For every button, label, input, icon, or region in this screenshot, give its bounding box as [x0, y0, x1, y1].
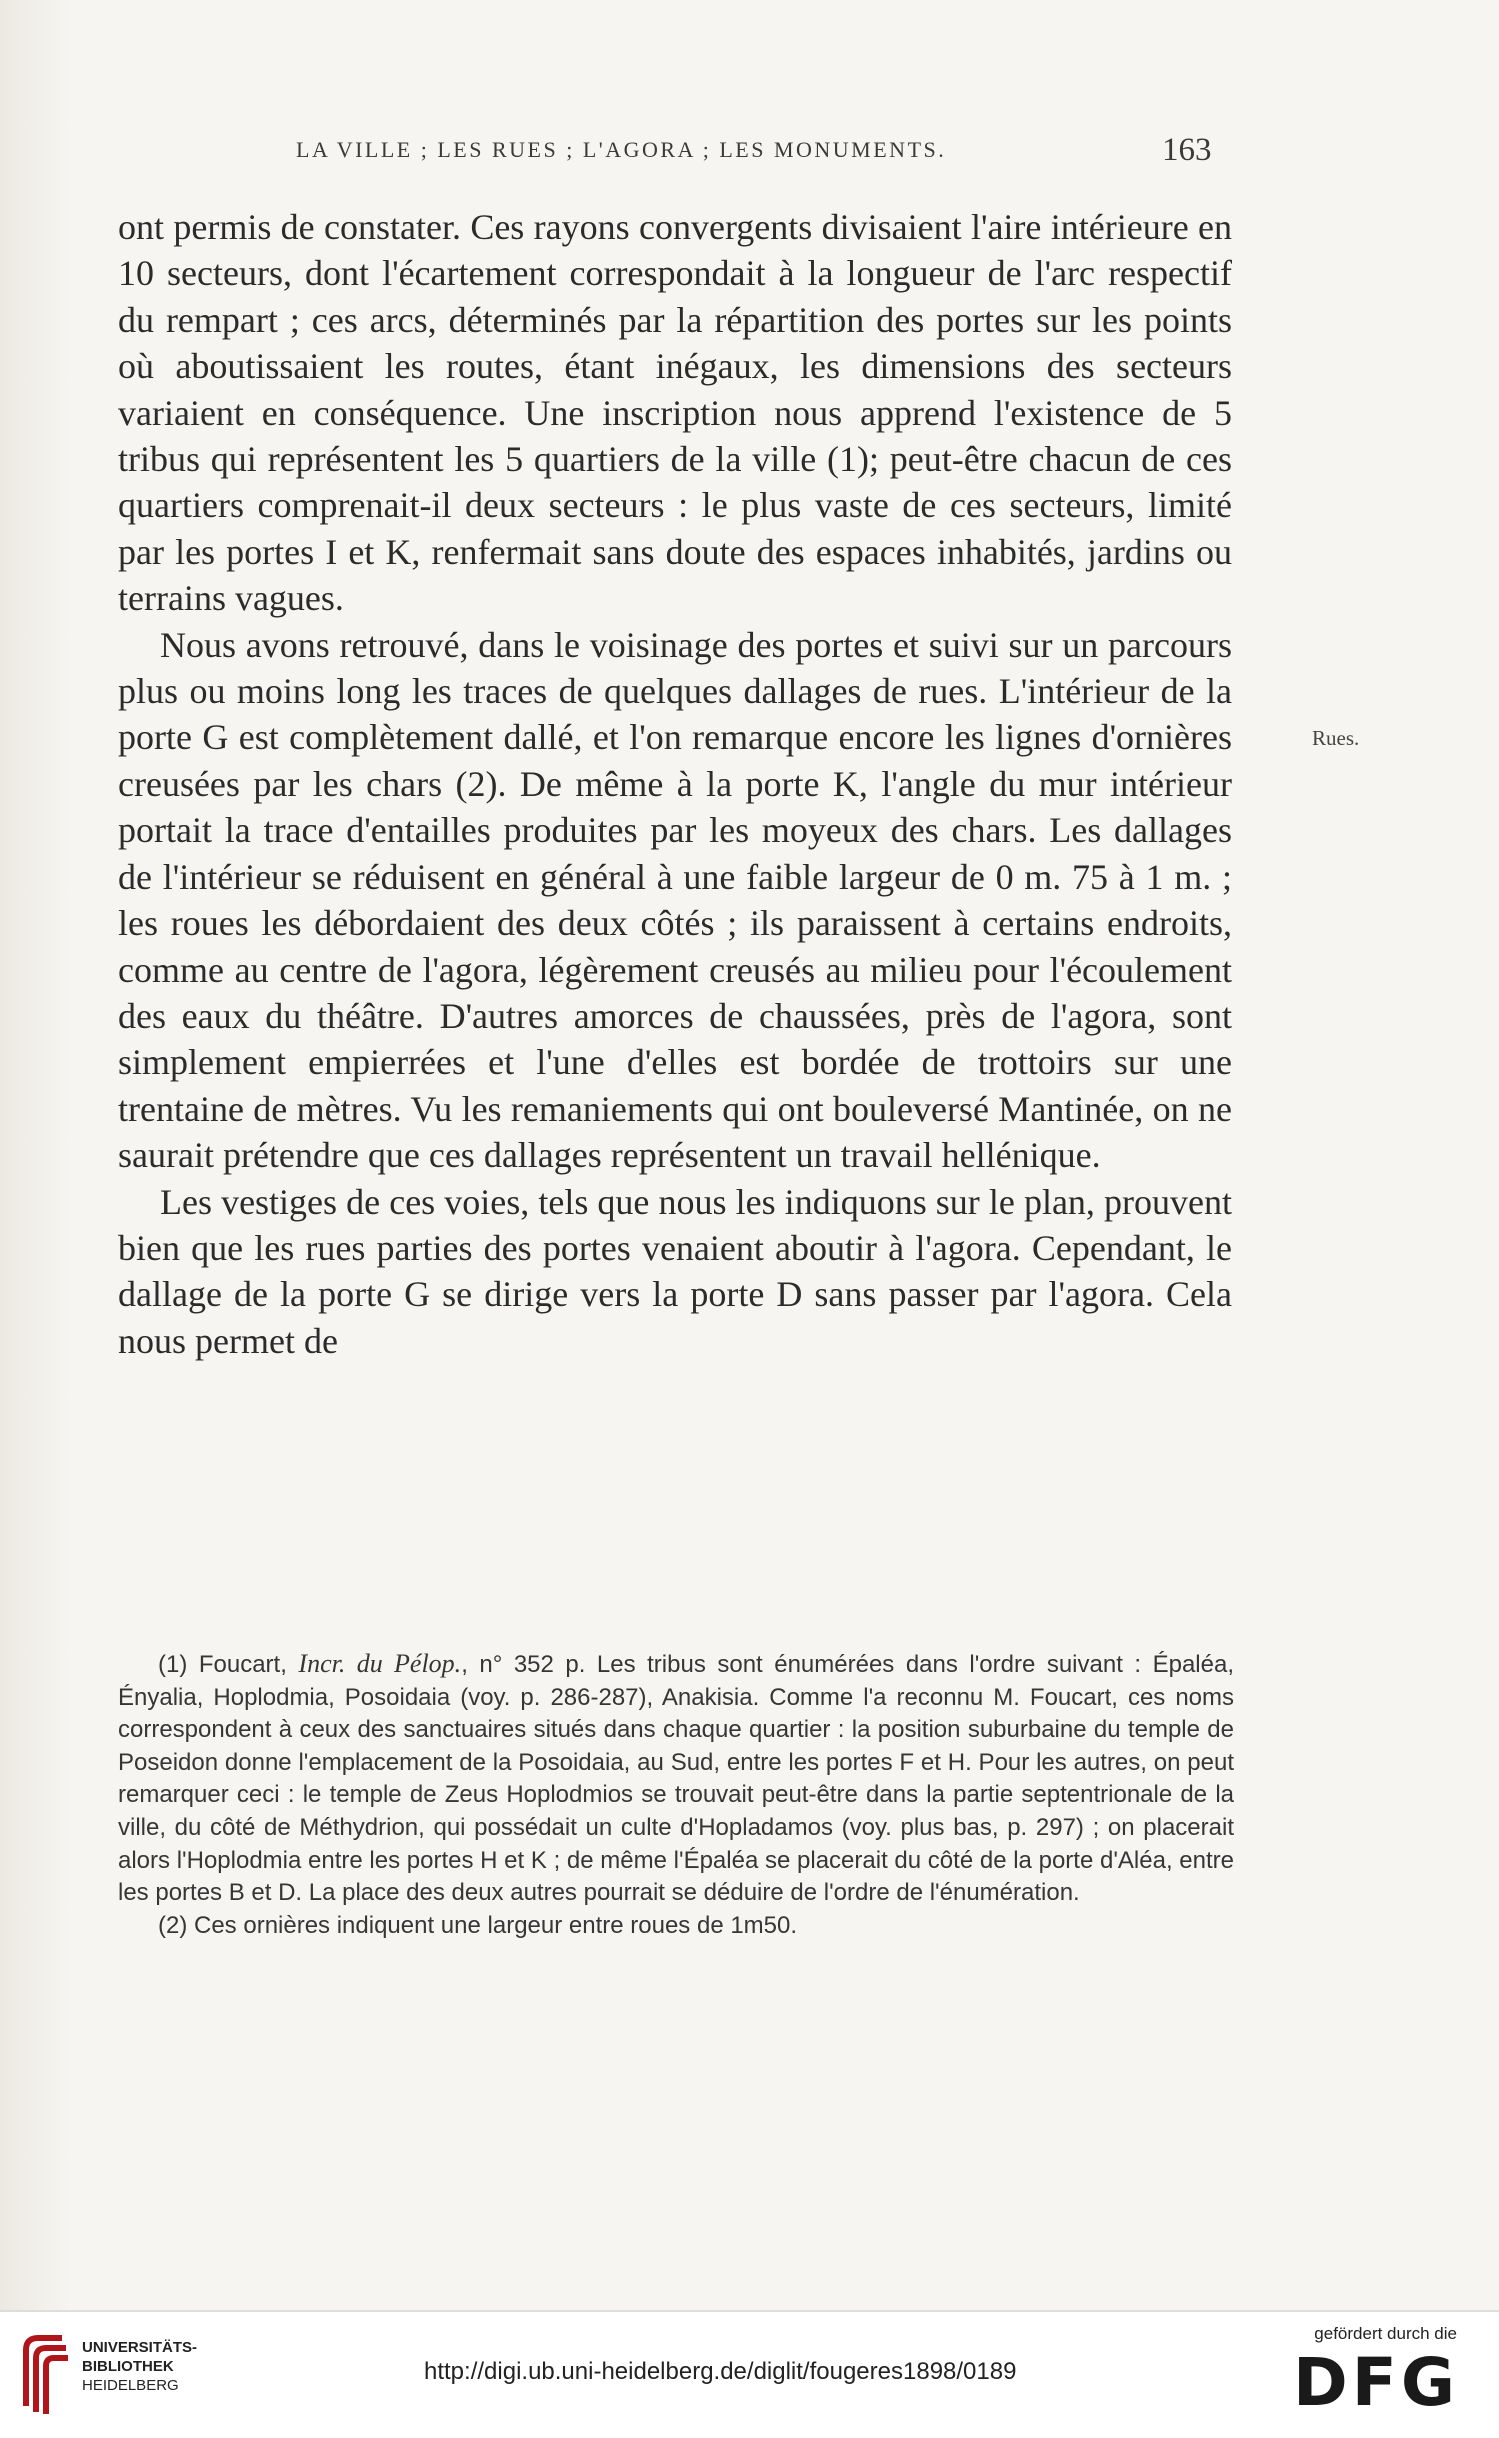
library-name-line-1: UNIVERSITÄTS-	[82, 2339, 198, 2356]
footnotes	[118, 1648, 1234, 1942]
library-name-line-3: HEIDELBERG	[82, 2377, 179, 2394]
footer-bar	[0, 2310, 1499, 2438]
library-name-line-2: BIBLIOTHEK	[82, 2358, 174, 2375]
library-name	[82, 2338, 197, 2395]
footer-divider	[0, 2310, 1499, 2312]
footnote-2: (2) Ces ornières indiquent une largeur entre roues de 1m50.	[158, 1911, 798, 1939]
footnote-1	[118, 1648, 1234, 1910]
source-url-link[interactable]: http://digi.ub.uni-heidelberg.de/diglit/fougeres1898/0189	[424, 2358, 1017, 2385]
library-logo-icon[interactable]	[16, 2328, 72, 2418]
paragraph-1: ont permis de constater. Ces rayons convergents divisaient l'aire intérieure en 10 secteurs, dont l'écartement correspondait à la longueur de l'arc respectif du rempart ; ces arcs, déterminés par la répartition des portes sur les points où aboutissaient les routes, étant inégaux, les dimensions des secteurs variaient en conséquence. Une inscription nous apprend l'existence de 5 tribus qui représentent les 5 quartiers de la ville (1); peut-être chacun de ces quartiers comprenait-il deux secteurs : le plus vaste de ces secteurs, limité par les portes I et K, renfermait sans doute des espaces inhabités, jardins ou terrains vagues.	[118, 207, 1232, 619]
body-text	[118, 204, 1232, 1364]
paragraph-2: Nous avons retrouvé, dans le voisinage des portes et suivi sur un parcours plus ou moins long les traces de quelques dallages de rues. L'intérieur de la porte G est complètement dallé, et l'on remarque encore les lignes d'ornières creusées par les chars (2). De même à la porte K, l'angle du mur intérieur portait la trace d'entailles produites par les moyeux des chars. Les dallages de l'intérieur se réduisent en général à une faible largeur de 0 m. 75 à 1 m. ; les roues les débordaient des deux côtés ; ils paraissent à certains endroits, comme au centre de l'agora, légèrement creusés au milieu pour l'écoulement des eaux du théâtre. D'autres amorces de chaussées, près de l'agora, sont simplement empierrées et l'une d'elles est bordée de trottoirs sur une trentaine de mètres. Vu les remaniements qui ont bouleversé Mantinée, on ne saurait prétendre que ces dallages représentent un travail hellénique.	[118, 624, 1232, 1176]
paragraph-3: Les vestiges de ces voies, tels que nous les indiquons sur le plan, prouvent bien que les rues parties des portes venaient aboutir à l'agora. Cependant, le dallage de la porte G se dirige vers la porte D sans passer par l'agora. Cela nous permet de	[118, 1181, 1232, 1361]
footnote-1-work: Incr. du Pélop.	[298, 1649, 462, 1678]
page-number: 163	[1162, 132, 1212, 168]
running-head: LA VILLE ; LES RUES ; L'AGORA ; LES MONUMENTS.	[296, 137, 947, 162]
dfg-logo[interactable]: DFG	[1292, 2344, 1459, 2421]
margin-note: Rues.	[1312, 726, 1360, 750]
footnote-1-prefix: (1) Foucart,	[158, 1651, 299, 1678]
funded-by-label: gefördert durch die	[1314, 2324, 1457, 2343]
footnote-1-text: , n° 352 p. Les tribus sont énumérées dans l'ordre suivant : Épaléa, Ényalia, Hoplodmia, Posoidaia (voy. p. 286-287), Anakisia. Comme l'a reconnu M. Foucart, ces noms correspondent à ceux des sanctuaires situés dans chaque quartier : la position suburbaine du temple de Poseidon donne l'emplacement de la Posoidaia, au Sud, entre les portes F et H. Pour les autres, on peut remarquer ceci : le temple de Zeus Hoplodmios se trouvait peut-être dans la partie septentrionale de la ville, du côté de Méthydrion, qui possédait un culte d'Hopladamos (voy. plus bas, p. 297) ; on placerait alors l'Hoplodmia entre les portes H et K ; de même l'Épaléa se placerait du côté de la porte d'Aléa, entre les portes B et D. La place des deux autres pourrait se déduire de l'ordre de l'énumération.	[118, 1651, 1234, 1907]
